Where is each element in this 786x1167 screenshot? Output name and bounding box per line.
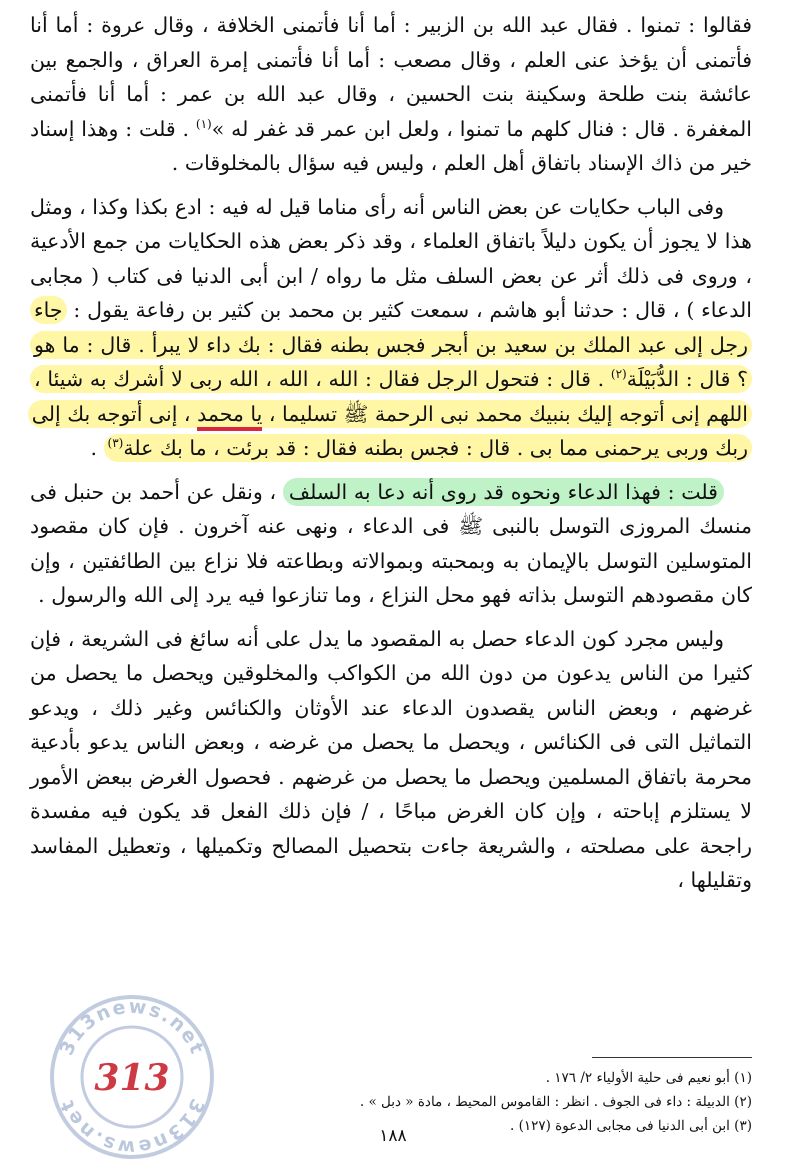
page-number: ١٨٨ [379, 1126, 407, 1146]
underlined-ya-muhammad: يا محمد [197, 402, 262, 431]
main-text [30, 8, 752, 898]
paragraph-1 [30, 8, 752, 181]
footnote-3: (٣) ابن أبى الدنيا فى مجابى الدعوة (١٢٧) . [509, 1118, 752, 1134]
paragraph-2-text: وفى الباب حكايات عن بعض الناس أنه رأى مناما قيل له فيه : ادع بكذا وكذا ، ومثل هذا لا يجوز أن يكون دليلاً باتفاق العلماء ، وقد ذكر بعض هذه الحكايات من جمع الأدعية ، وروى فى ذلك أثر عن بعض السلف مثل ما رواه / ابن أبى الدنيا فى كتاب ( مجابى الدعاء ) ، قال : حدثنا أبو هاشم ، سمعت كثير بن محمد بن كثير بن رفاعة يقول : [30, 194, 752, 322]
narration-period: . [90, 436, 104, 460]
paragraph-4-text: وليس مجرد كون الدعاء حصل به المقصود ما يدل على أنه سائغ فى الشريعة ، فإن كثيرا من الناس يدعون من دون الله من الكواكب والمخلوقين ويحصل ما يحصل من غرضهم ، وبعض الناس يقصدون الدعاء عند الأوثان والكنائس وغير ذلك ، ويدعو التماثيل التى فى الكنائس ، ويحصل ما يحصل من غرضه ، وبعض الناس يدعو بأدعية محرمة باتفاق المسلمين ويحصل ما يحصل من غرضهم . فحصول الغرض ببعض الأمور لا يستلزم إباحته ، وإن كان الغرض مباحًا ، / فإن ذلك الفعل قد يكون فيه مفسدة راجحة على مصلحته ، والشريعة جاءت بتحصيل المصالح وتكميلها ، وتعطيل المفاسد وتقليلها ، [30, 626, 752, 892]
narration-start: جاء رجل إلى عبد الملك بن سعيد بن أبجر فجس بطنه فقال : بك داء لا يبرأ . قال : ما هو ؟ قال : الدُّبَيْلَة [34, 298, 748, 391]
footnote-2: (٢) الدبيلة : داء فى الجوف . انظر : القاموس المحيط ، مادة « دبل » . [359, 1094, 752, 1110]
watermark-center: 313 [94, 1057, 170, 1099]
narration-end: ، إنى أتوجه بك إلى ربك وربى يرحمنى مما بى . قال : فجس بطنه فقال : قد برئت ، ما بك علة [31, 401, 748, 460]
paragraph-3-text: ، ونقل عن أحمد بن حنبل فى منسك المروزى التوسل بالنبى ﷺ فى الدعاء ، ونهى عنه آخرون . فإن كان مقصود المتوسلين التوسل بالإيمان به وبمحبته وبموالاته وبطاعته فلا نزاع بين الطائفتين ، وإن كان مقصودهم التوسل بذاته فهو محل النزاع ، وما تنازعوا فيه يرد إلى الله والرسول . [30, 479, 752, 607]
paragraph-4 [30, 622, 752, 898]
paragraph-3 [30, 475, 752, 613]
footnote-ref-3: (٣) [107, 436, 124, 451]
footnote-divider [592, 1057, 752, 1058]
paragraph-2 [30, 190, 752, 466]
watermark-stamp-icon [48, 993, 216, 1161]
watermark-ring-top: 313news.net [55, 995, 209, 1059]
narration-middle: . قال : فتحول الرجل فقال : الله ، الله ، الله ربى لا أشرك به شيئا ، اللهم إنى أتوجه إليك بنبيك محمد نبى الرحمة ﷺ تسليما ، [34, 367, 748, 426]
footnote-ref-2: (٢) [610, 367, 627, 382]
footnote-1: (١) أبو نعيم فى حلية الأولياء ٢/ ١٧٦ . [545, 1070, 752, 1086]
paragraph-1-text: فقالوا : تمنوا . فقال عبد الله بن الزبير : أما أنا فأتمنى الخلافة ، وقال عروة : أما أنا فأتمنى أن يؤخذ عنى العلم ، وقال مصعب : أما أنا فأتمنى إمرة العراق ، والجمع بين عائشة بنت طلحة وسكينة بنت الحسين ، وقال عبد الله بن عمر : أما أنا فأتمنى المغفرة . قال : فنال كلهم ما تمنوا ، ولعل ابن عمر قد غفر له » [30, 13, 752, 141]
footnote-ref-1: (١) [195, 116, 212, 131]
paragraph-1-after: . قلت : وهذا إسناد خير من ذاك الإسناد باتفاق أهل العلم ، وليس فيه سؤال بالمخلوقات . [30, 116, 752, 175]
watermark-ring-bottom: 313news.net [55, 1095, 209, 1159]
highlight-green-qultu: قلت : فهذا الدعاء ونحوه قد روى أنه دعا به السلف [283, 478, 724, 506]
